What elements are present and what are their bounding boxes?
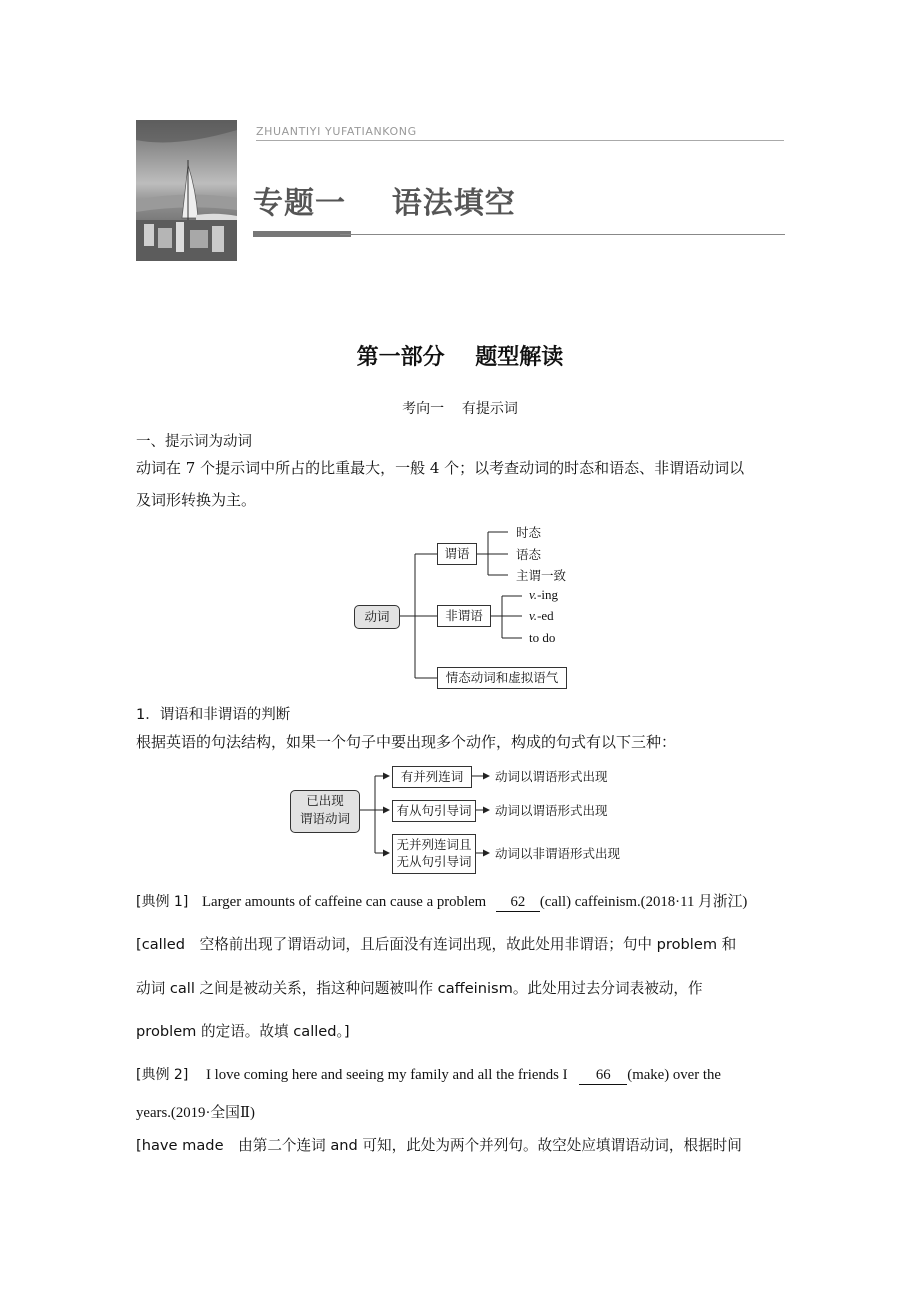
verb-abbrev: v.	[529, 587, 538, 602]
tree-branch-predicate: 谓语	[437, 543, 477, 565]
predicate-judgment-diagram	[285, 762, 645, 872]
tree-leaf-ved: v.-ed	[529, 608, 554, 623]
section-heading: 一、提示词为动词	[136, 434, 252, 450]
example-2-question-line-2: years.(2019·全国Ⅱ)	[136, 1105, 255, 1121]
section-paragraph-line-2: 及词形转换为主。	[136, 491, 257, 509]
example-2-blank: 66	[579, 1067, 627, 1085]
example-1-question	[136, 890, 747, 912]
judgment-branch-none	[392, 834, 476, 874]
example-1-answer-line-1: [called 空格前出现了谓语动词，且后面没有连词出现，故此处用非谓语；句中 problem 和	[136, 936, 737, 953]
verb-abbrev: v.	[529, 608, 538, 623]
sail-hotel-photo-icon	[136, 120, 237, 261]
judgment-branch-subordinating: 有从句引导词	[392, 800, 476, 822]
tree-leaf-voice: 语态	[516, 547, 542, 562]
tree-leaf-tense: 时态	[516, 525, 542, 540]
judgment-branch-none-line-2: 无从句引导词	[396, 854, 472, 869]
tree-branch-non-predicate: 非谓语	[437, 605, 491, 627]
example-1-answer-line-3: problem 的定语。故填 called。]	[136, 1023, 350, 1040]
judgment-root-line-1: 已出现	[306, 793, 344, 808]
tree-leaf-agreement: 主谓一致	[516, 568, 567, 583]
part-title: 第一部分 题型解读	[356, 345, 564, 370]
example-2-tag: [典例 2]	[136, 1067, 189, 1083]
judgment-root	[290, 790, 360, 833]
judgment-branch-coordinating: 有并列连词	[392, 766, 472, 788]
example-2-text-after: (make) over the	[627, 1067, 721, 1083]
example-1-tag: [典例 1]	[136, 894, 189, 910]
chapter-pinyin: ZHUANTIYI YUFATIANKONG	[256, 125, 417, 138]
subsection-paragraph: 根据英语的句法结构，如果一个句子中要出现多个动作，构成的句式有以下三种：	[136, 733, 677, 751]
judgment-result-3: 动词以非谓语形式出现	[495, 846, 621, 861]
tree-root-verb: 动词	[354, 605, 400, 629]
tree-branch-modal-subjunctive: 情态动词和虚拟语气	[437, 667, 567, 689]
example-2-question	[136, 1064, 721, 1085]
section-paragraph-line-1: 动词在 7 个提示词中所占的比重最大，一般 4 个；以考查动词的时态和语态、非谓语动词以	[136, 459, 745, 477]
example-1-answer-line-2: 动词 call 之间是被动关系，指这种问题被叫作 caffeinism。此处用过去分词表被动，作	[136, 980, 703, 997]
chapter-photo	[136, 120, 237, 261]
example-1-text-before: Larger amounts of caffeine can cause a problem	[201, 894, 487, 910]
judgment-result-2: 动词以谓语形式出现	[495, 803, 608, 818]
chapter-divider	[340, 234, 785, 235]
chapter-accent-bar	[253, 231, 351, 237]
section-subtitle: 考向一 有提示词	[402, 401, 518, 417]
verb-tree-diagram	[340, 518, 600, 690]
example-2-answer-line-1: [have made 由第二个连词 and 可知，此处为两个并列句。故空处应填谓语动词，根据时间	[136, 1137, 742, 1154]
chapter-title: 专题一 语法填空	[253, 186, 516, 221]
judgment-result-1: 动词以谓语形式出现	[495, 769, 608, 784]
example-2-text-before: I love coming here and seeing my family and all the friends I	[205, 1067, 568, 1083]
judgment-root-line-2: 谓语动词	[299, 811, 350, 826]
judgment-branch-none-line-1: 无并列连词且	[396, 837, 472, 852]
example-1-blank: 62	[496, 894, 540, 912]
example-1-text-after: (call) caffeinism.(2018·11 月浙江)	[539, 894, 748, 910]
tree-leaf-ving: v.-ing	[529, 587, 559, 602]
pinyin-divider	[256, 140, 784, 141]
tree-leaf-todo: to do	[529, 630, 556, 645]
subsection-heading: 1．谓语和非谓语的判断	[136, 707, 291, 723]
